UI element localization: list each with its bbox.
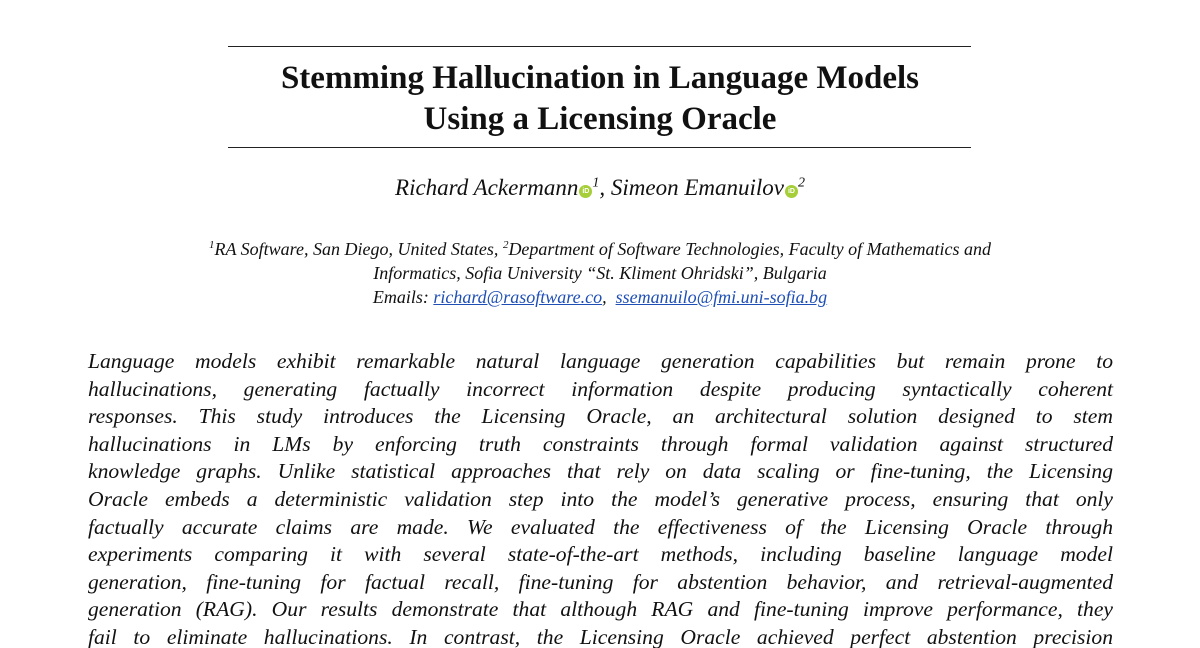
abstract-line: Oracle embeds a deterministic validation step into the model’s generative process, ensuring that only bbox=[88, 486, 1113, 511]
abstract-line: generation (RAG). Our results demonstrate that although RAG and fine-tuning improve performance, they bbox=[88, 597, 1113, 622]
orcid-icon[interactable]: iD bbox=[785, 185, 798, 198]
author-list bbox=[0, 172, 1200, 204]
abstract-line: hallucinations in LMs by enforcing truth constraints through formal validation against structured bbox=[88, 431, 1113, 456]
emails-separator: , bbox=[602, 287, 616, 307]
affiliation-mark: 1 bbox=[208, 239, 215, 251]
email-link[interactable]: richard@rasoftware.co bbox=[433, 287, 603, 307]
author-name: Simeon Emanuilov bbox=[610, 175, 784, 200]
affiliation-line-1 bbox=[0, 237, 1200, 261]
abstract-line: experiments comparing it with several state-of-the-art methods, including baseline language model bbox=[88, 542, 1113, 567]
abstract-line: responses. This study introduces the Licensing Oracle, an architectural solution designed to stem bbox=[88, 404, 1113, 429]
abstract-line: fail to eliminate hallucinations. In contrast, the Licensing Oracle achieved perfect abstention precision bbox=[88, 624, 1113, 648]
author-separator: , bbox=[599, 175, 611, 200]
title-top-rule bbox=[228, 46, 971, 47]
paper-title-line-2: Using a Licensing Oracle bbox=[423, 101, 777, 137]
orcid-icon[interactable]: iD bbox=[579, 185, 592, 198]
abstract-line: knowledge graphs. Unlike statistical approaches that rely on data scaling or fine-tuning, the Licensing bbox=[88, 459, 1113, 484]
affiliation-text: Department of Software Technologies, Faculty of Mathematics and bbox=[508, 239, 992, 259]
email-link[interactable]: ssemanuilo@fmi.uni-sofia.bg bbox=[615, 287, 828, 307]
affiliation-text: RA Software, San Diego, United States, bbox=[214, 239, 503, 259]
paper-title-line-1: Stemming Hallucination in Language Models bbox=[280, 60, 920, 96]
affiliation-line-2: Informatics, Sofia University “St. Kliment Ohridski”, Bulgaria bbox=[373, 263, 827, 283]
abstract-line: factually accurate claims are made. We evaluated the effectiveness of the Licensing Oracle through bbox=[88, 514, 1113, 539]
affiliation-mark: 1 bbox=[592, 175, 600, 191]
abstract-line: hallucinations, generating factually incorrect information despite producing syntactically coherent bbox=[88, 376, 1113, 401]
affiliation-mark: 2 bbox=[797, 175, 805, 191]
title-bottom-rule bbox=[228, 147, 971, 148]
abstract-line: Language models exhibit remarkable natural language generation capabilities but remain prone to bbox=[88, 349, 1113, 373]
abstract-line: generation, fine-tuning for factual recall, fine-tuning for abstention behavior, and retrieval-augmented bbox=[88, 569, 1113, 594]
affiliation-mark: 2 bbox=[502, 239, 509, 251]
emails-label: Emails: bbox=[372, 287, 434, 307]
author-name: Richard Ackermann bbox=[395, 175, 579, 200]
abstract bbox=[88, 348, 1113, 648]
emails-line bbox=[0, 285, 1200, 309]
